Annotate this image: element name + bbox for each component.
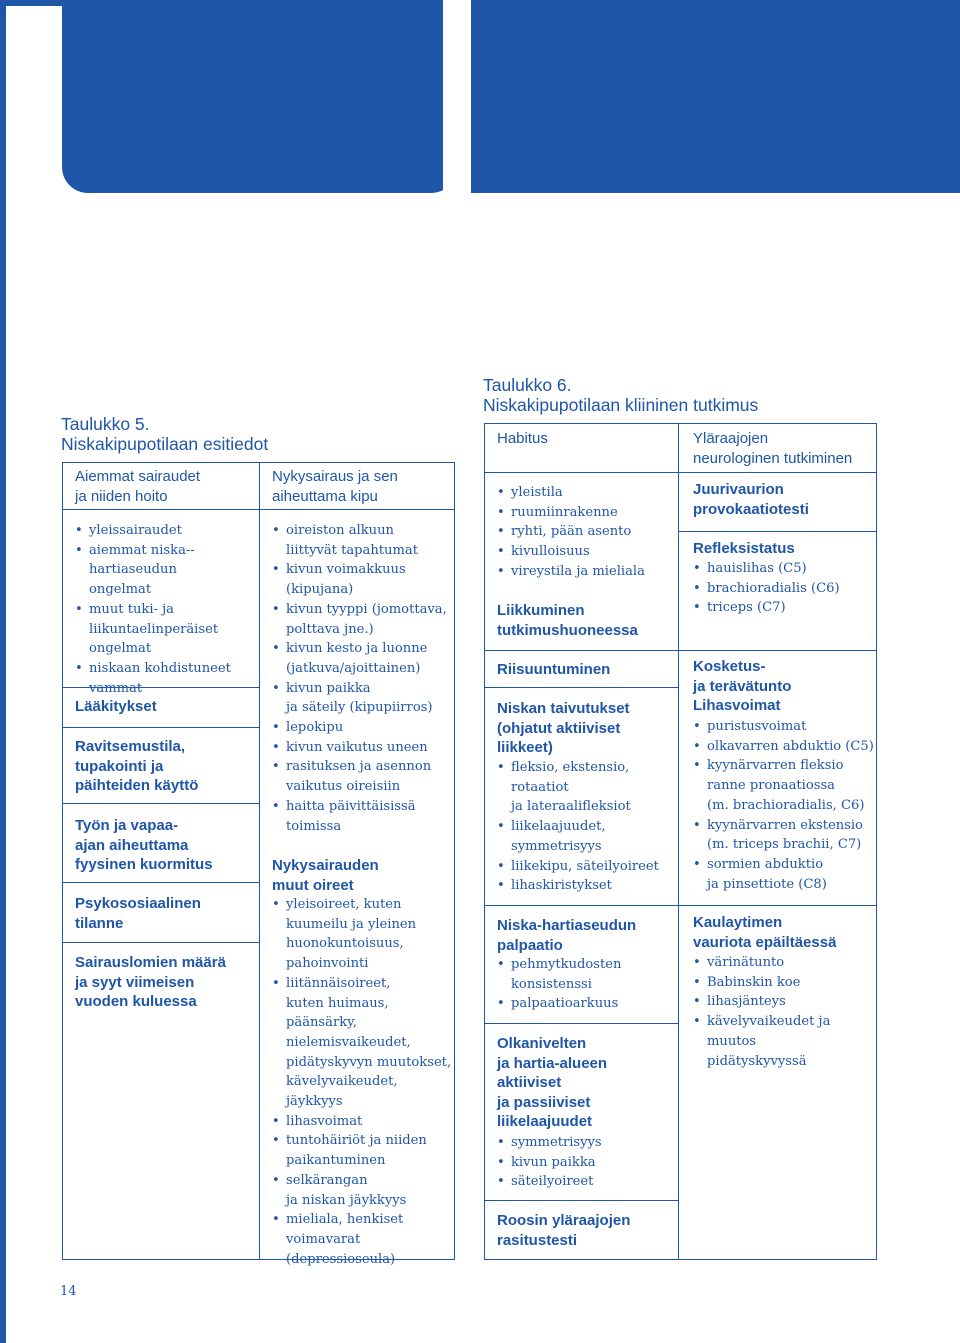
section-laakitykset: Lääkitykset (75, 698, 157, 715)
list-item: • triceps (C7) (692, 598, 872, 618)
list-item: • yleistila (496, 483, 674, 503)
list-item: • palpaatioarkuus (496, 994, 674, 1014)
list-item: • kivun paikka (496, 1153, 674, 1173)
list-item: • oireiston alkuun liittyvät tapahtumat (271, 521, 451, 560)
list-item: • kivun paikka ja säteily (kipupiirros) (271, 679, 451, 718)
list-item: • liitännäisoireet, kuten huimaus, päänsärky, nielemisvaikeudet, pidätyskyvyn muutokset, kävelyvaikeudet, jäykkyys (271, 974, 453, 1112)
palpaatio-header: Niska-hartiaseudun palpaatio (497, 917, 637, 954)
liikkuminen-header: Liikkuminen tutkimushuoneessa (497, 602, 638, 639)
list-item: • brachioradialis (C6) (692, 579, 872, 599)
section-tyon-kuormitus: Työn ja vapaa- ajan aiheuttama fyysinen kuormitus (75, 817, 213, 874)
list-item: • lihasvoimat (271, 1112, 453, 1132)
list-item: • kivulloisuus (496, 542, 674, 562)
lihas-list (692, 717, 874, 894)
divider (484, 905, 679, 906)
divider (62, 942, 260, 943)
table5-col2-header2: Nykysairauden muut oireet (272, 857, 379, 894)
refleksi-list (692, 559, 872, 618)
list-item: • ryhti, pään asento (496, 522, 674, 542)
juuri-header: Juurivaurion provokaatiotesti (693, 481, 809, 518)
divider (484, 687, 679, 688)
list-item: • olkavarren abduktio (C5) (692, 737, 874, 757)
header-tab-left (62, 0, 457, 193)
table5-col1-header: Aiemmat sairaudet ja niiden hoito (75, 468, 201, 505)
habitus-header: Habitus (497, 430, 548, 447)
table5-col2-header: Nykysairaus ja sen aiheuttama kipu (272, 468, 398, 505)
list-item: • kävelyvaikeudet ja muutos pidätyskyvyssä (692, 1012, 874, 1071)
section-psykososiaalinen: Psykososiaalinen tilanne (75, 895, 201, 932)
divider (484, 650, 679, 651)
divider (678, 905, 877, 906)
page-number: 14 (60, 1284, 77, 1299)
olka-list (496, 1133, 674, 1192)
table5-title: Taulukko 5. Niskakipupotilaan esitiedot (61, 414, 269, 454)
divider (484, 1200, 679, 1201)
list-item: • sormien abduktio ja pinsettiote (C8) (692, 855, 874, 894)
right-header: Yläraajojen neurologinen tutkiminen (693, 430, 853, 467)
list-item: • värinätunto (692, 953, 874, 973)
kaula-header: Kaulaytimen vauriota epäiltäessä (693, 914, 837, 951)
divider (62, 882, 260, 883)
refleksi-header: Refleksistatus (693, 540, 795, 557)
habitus-list (496, 483, 674, 582)
section-sairauslomat: Sairauslomien määrä ja syyt viimeisen vuoden kuluessa (75, 954, 226, 1011)
list-item: • liikelaajuudet, symmetrisyys (496, 817, 676, 856)
list-item: • muut tuki- ja liikuntaelinperäiset ongelmat (74, 600, 244, 659)
list-item: • symmetrisyys (496, 1133, 674, 1153)
list-item: • haitta päivittäisissä toimissa (271, 797, 451, 836)
list-item: • mieliala, henkiset voimavarat (depressioseula) (271, 1210, 453, 1269)
divider (62, 727, 260, 728)
kaula-list (692, 953, 874, 1071)
list-item: • fleksio, ekstensio, rotaatiot ja lateraalifleksiot (496, 758, 676, 817)
table5-col2-list2 (271, 895, 453, 1269)
list-item: • rasituksen ja asennon vaikutus oireisiin (271, 757, 451, 796)
list-item: • pehmytkudosten konsistenssi (496, 955, 674, 994)
list-item: • lihasjänteys (692, 992, 874, 1012)
olka-header: Olkanivelten ja hartia-alueen aktiiviset ja passiiviset liikelaajuudet (497, 1035, 608, 1131)
palpaatio-list (496, 955, 674, 1014)
divider (678, 531, 877, 532)
divider (62, 509, 260, 510)
list-item: • kivun tyyppi (jomottava, polttava jne.) (271, 600, 451, 639)
niska-list (496, 758, 676, 896)
list-item: • selkärangan ja niskan jäykkyys (271, 1171, 453, 1210)
table5-col1-list (74, 521, 254, 698)
roos-header: Roosin yläraajojen rasitustesti (497, 1212, 631, 1249)
divider (259, 509, 455, 510)
list-item: • vireystila ja mieliala (496, 562, 674, 582)
list-item: • niskaan kohdistuneet vammat (74, 659, 239, 698)
divider (484, 1023, 679, 1024)
list-item: • kyynärvarren ekstensio (m. triceps brachii, C7) (692, 816, 874, 855)
divider (678, 472, 877, 473)
divider (678, 650, 877, 651)
list-item: • kivun voimakkuus (kipujana) (271, 560, 451, 599)
list-item: • lepokipu (271, 718, 451, 738)
list-item: • tuntohäiriöt ja niiden paikantuminen (271, 1131, 453, 1170)
header-tab-right (457, 0, 960, 193)
divider (62, 803, 260, 804)
riisuuntuminen-header: Riisuuntuminen (497, 661, 611, 678)
list-item: • yleisoireet, kuten kuumeilu ja yleinen huonokuntoisuus, pahoinvointi (271, 895, 453, 974)
table6-title: Taulukko 6. Niskakipupotilaan kliininen tutkimus (483, 375, 759, 415)
list-item: • puristusvoimat (692, 717, 874, 737)
list-item: • liikekipu, säteilyoireet (496, 857, 676, 877)
left-edge-bar (0, 0, 6, 1343)
list-item: • kivun vaikutus uneen (271, 738, 451, 758)
list-item: • ruumiinrakenne (496, 503, 674, 523)
list-item: • yleissairaudet (74, 521, 254, 541)
kosketus-header: Kosketus- ja terävätunto Lihasvoimat (693, 658, 792, 715)
niska-header: Niskan taivutukset (ohjatut aktiiviset liikkeet) (497, 700, 630, 757)
header-tab-gap (443, 0, 471, 193)
list-item: • hauislihas (C5) (692, 559, 872, 579)
section-ravitsemustila: Ravitsemustila, tupakointi ja päihteiden käyttö (75, 738, 199, 795)
list-item: • kyynärvarren fleksio ranne pronaatiossa (m. brachioradialis, C6) (692, 756, 874, 815)
list-item: • säteilyoireet (496, 1172, 674, 1192)
list-item: • kivun kesto ja luonne (jatkuva/ajoittainen) (271, 639, 451, 678)
list-item: • aiemmat niska-hartiaseudun ongelmat (74, 541, 239, 600)
divider (484, 472, 679, 473)
list-item: • lihaskiristykset (496, 876, 676, 896)
table5-col2-list (271, 521, 451, 836)
list-item: • Babinskin koe (692, 973, 874, 993)
